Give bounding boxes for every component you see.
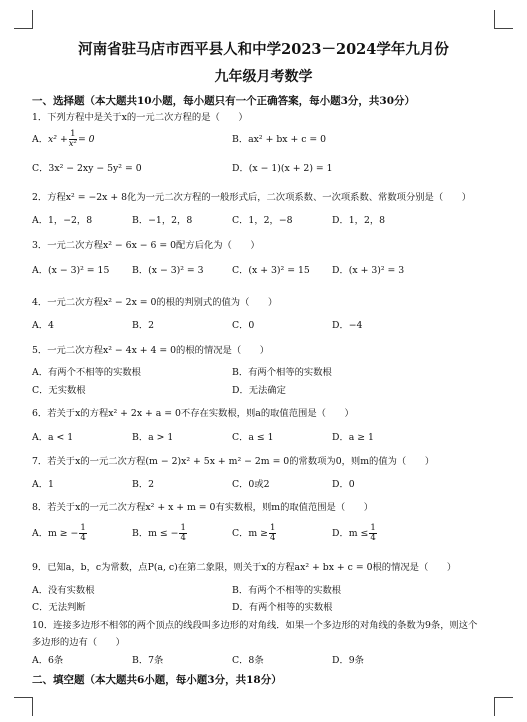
q8-option-d: D．m ≤ $\frac{1}{4}$ — [332, 523, 376, 543]
q1-option-d: D．(x − 1)(x + 2) = 1 — [232, 163, 333, 174]
q9-option-c: C．无法判断 — [32, 602, 86, 613]
q2-option-b: B．−1，2，8 — [132, 215, 193, 226]
crop-mark-top-right — [494, 10, 513, 29]
q9-option-b: B．有两个不相等的实数根 — [232, 585, 342, 596]
q5-option-a: A．有两个不相等的实数根 — [32, 367, 141, 378]
question-10-stem-line1: 10．连接多边形不相邻的两个顶点的线段叫多边形的对角线．如果一个多边形的对角线的条数为9条，则这个 — [32, 620, 478, 631]
q7-option-a: A．1 — [32, 479, 54, 490]
q8-option-b: B．m ≤ − $\frac{1}{4}$ — [132, 523, 186, 543]
q1-option-c: C．3x² − 2xy − 5y² = 0 — [32, 163, 142, 174]
q6-option-a: A．a < 1 — [32, 432, 74, 443]
q10-option-c: C．8条 — [232, 655, 264, 666]
q2-option-c: C．1，2，−8 — [232, 215, 293, 226]
q9-option-d: D．有两个相等的实数根 — [232, 602, 333, 613]
q5-option-d: D．无法确定 — [232, 385, 286, 396]
question-2-stem: 2．方程x² = −2x + 8化为一元二次方程的一般形式后，二次项系数、一次项系数、常数项分别是（ ） — [32, 192, 472, 203]
q4-option-a: A．4 — [32, 320, 54, 331]
crop-mark-bottom-right — [494, 697, 513, 716]
page-title: 河南省驻马店市西平县人和中学2023－2024学年九月份 — [78, 41, 449, 58]
q8-option-a: A．m ≥ − $\frac{1}{4}$ — [32, 523, 86, 543]
q3-option-a: A．(x − 3)² = 15 — [32, 265, 110, 276]
q7-option-c: C．0或2 — [232, 479, 270, 490]
question-3-stem: 3．一元二次方程x² − 6x − 6 = 0配方后化为（ ） — [32, 240, 260, 251]
q4-option-d: D．−4 — [332, 320, 363, 331]
section-heading-choice: 一、选择题（本大题共10小题，每小题只有一个正确答案，每小题3分，共30分） — [32, 95, 416, 107]
q7-option-d: D．0 — [332, 479, 355, 490]
q1-option-a: A．x² + $\frac{1}{\text{x²}}$ = 0 — [32, 129, 95, 149]
q10-option-d: D．9条 — [332, 655, 364, 666]
crop-mark-top-left — [14, 10, 33, 29]
q3-option-c: C．(x + 3)² = 15 — [232, 265, 310, 276]
question-1-stem: 1．下列方程中是关于x的一元二次方程的是（ ） — [32, 112, 248, 123]
question-8-stem: 8．若关于x的一元二次方程x² + x + m = 0有实数根，则m的取值范围是（ ） — [32, 502, 374, 513]
q10-option-a: A．6条 — [32, 655, 64, 666]
q9-option-a: A．没有实数根 — [32, 585, 95, 596]
q2-option-d: D．1，2，8 — [332, 215, 386, 226]
q4-option-c: C．0 — [232, 320, 255, 331]
question-7-stem: 7．若关于x的一元二次方程(m − 2)x² + 5x + m² − 2m = 0的常数项为0，则m的值为（ ） — [32, 456, 435, 467]
q3-option-b: B．(x − 3)² = 3 — [132, 265, 204, 276]
q10-option-b: B．7条 — [132, 655, 164, 666]
q4-option-b: B．2 — [132, 320, 155, 331]
page-subtitle: 九年级月考数学 — [214, 69, 313, 85]
question-9-stem: 9．已知a，b，c为常数，点P(a, c)在第二象限，则关于x的方程ax² + bx + c = 0根的情况是（ ） — [32, 562, 457, 573]
q1-option-b: B．ax² + bx + c = 0 — [232, 134, 327, 145]
q3-option-d: D．(x + 3)² = 3 — [332, 265, 405, 276]
section-heading-fill-in: 二、填空题（本大题共6小题，每小题3分，共18分） — [32, 674, 282, 686]
q8-option-c: C．m ≥ $\frac{1}{4}$ — [232, 523, 276, 543]
q6-option-b: B．a > 1 — [132, 432, 174, 443]
q5-option-b: B．有两个相等的实数根 — [232, 367, 332, 378]
question-4-stem: 4．一元二次方程x² − 2x = 0的根的判别式的值为（ ） — [32, 297, 278, 308]
q6-option-c: C．a ≤ 1 — [232, 432, 274, 443]
question-6-stem: 6．若关于x的方程x² + 2x + a = 0不存在实数根，则a的取值范围是（ ） — [32, 408, 354, 419]
q6-option-d: D．a ≥ 1 — [332, 432, 374, 443]
question-5-stem: 5．一元二次方程x² − 4x + 4 = 0的根的情况是（ ） — [32, 345, 270, 356]
q5-option-c: C．无实数根 — [32, 385, 86, 396]
crop-mark-bottom-left — [14, 697, 33, 716]
q7-option-b: B．2 — [132, 479, 155, 490]
q2-option-a: A．1，−2，8 — [32, 215, 93, 226]
question-10-stem-line2: 多边形的边有（ ） — [32, 637, 125, 648]
